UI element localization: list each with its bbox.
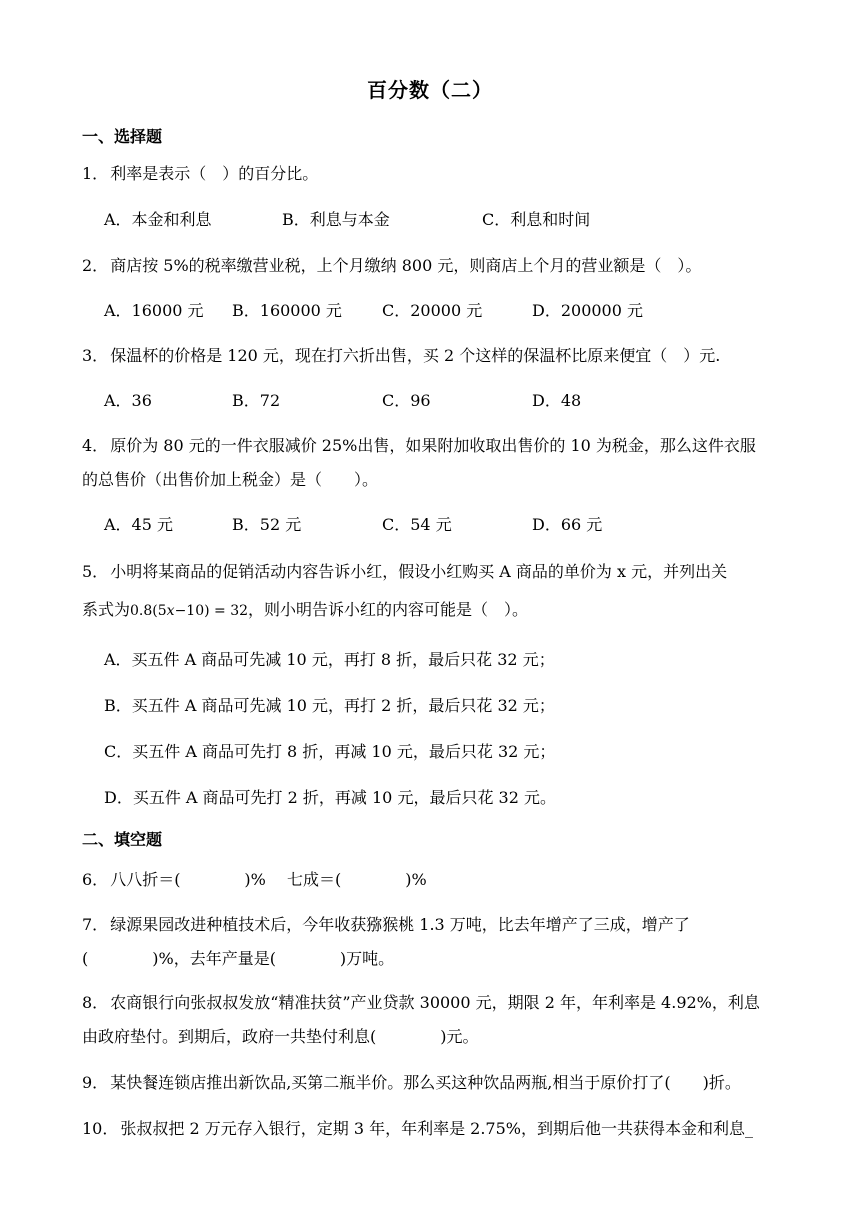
question-text-line-1: 原价为 80 元的一件衣服减价 25%出售，如果附加收取出售价的 10 为税金，那么这件衣服 xyxy=(110,436,756,455)
question-number: 2． xyxy=(82,256,109,275)
question-9 xyxy=(82,1071,782,1095)
question-text-line-1: 小明将某商品的促销活动内容告诉小红，假设小红购买 A 商品的单价为 x 元，并列出关 xyxy=(110,562,728,581)
option-c: C．20000 元 xyxy=(382,301,483,320)
option-a: A．16000 元 xyxy=(104,301,204,320)
question-7 xyxy=(82,913,782,937)
question-5-continued xyxy=(82,598,782,623)
question-number: 8． xyxy=(82,993,109,1012)
option-d: D．200000 元 xyxy=(532,301,643,320)
question-number: 3． xyxy=(82,346,109,365)
question-text-line-1: 农商银行向张叔叔发放“精准扶贫”产业贷款 30000 元，期限 2 年，年利率是 4.92%，利息 xyxy=(110,993,760,1012)
question-text-line-2: 由政府垫付。到期后，政府一共垫付利息( )元。 xyxy=(82,1027,479,1046)
option-b: B．利息与本金 xyxy=(282,210,390,229)
page-title: 百分数（二） xyxy=(367,78,493,102)
question-text: 张叔叔把 2 万元存入银行，定期 3 年，年利率是 2.75%，到期后他一共获得本金和利息_ xyxy=(120,1119,753,1138)
option-d: D．48 xyxy=(532,391,582,410)
question-7-continued xyxy=(82,947,782,971)
option-c: C．96 xyxy=(382,391,431,410)
formula-part: −10) = 32 xyxy=(174,603,249,619)
formula-variable: x xyxy=(166,603,175,619)
question-number: 7． xyxy=(82,915,109,934)
question-text: 保温杯的价格是 120 元，现在打六折出售，买 2 个这样的保温杯比原来便宜（ ）元. xyxy=(110,346,721,365)
question-text: 某快餐连锁店推出新饮品,买第二瓶半价。那么买这种饮品两瓶,相当于原价打了( )折。 xyxy=(110,1073,741,1092)
question-4-continued xyxy=(82,468,782,492)
question-2 xyxy=(82,254,782,278)
question-number: 6． xyxy=(82,870,109,889)
option-a: A．45 元 xyxy=(104,515,174,534)
question-number: 9． xyxy=(82,1073,109,1092)
question-number: 5． xyxy=(82,562,109,581)
question-8 xyxy=(82,991,782,1015)
question-10 xyxy=(82,1117,782,1141)
question-text-line-1: 绿源果园改进种植技术后，今年收获猕猴桃 1.3 万吨，比去年增产了三成，增产了 xyxy=(110,915,690,934)
option-a: A．36 xyxy=(104,391,152,410)
option-c: C．买五件 A 商品可先打 8 折，再减 10 元，最后只花 32 元； xyxy=(104,742,556,761)
question-text-after-formula: ，则小明告诉小红的内容可能是（ ）。 xyxy=(248,600,529,619)
option-d: D．买五件 A 商品可先打 2 折，再减 10 元，最后只花 32 元。 xyxy=(104,788,556,807)
question-6 xyxy=(82,868,782,892)
option-d: D．66 元 xyxy=(532,515,603,534)
section-heading-choice: 一、选择题 xyxy=(82,127,163,146)
option-b: B．160000 元 xyxy=(232,301,342,320)
question-1 xyxy=(82,162,782,186)
question-text-line-2: ( )%，去年产量是( )万吨。 xyxy=(82,949,395,968)
section-heading-fill: 二、填空题 xyxy=(82,830,163,849)
option-b: B．买五件 A 商品可先减 10 元，再打 2 折，最后只花 32 元； xyxy=(104,696,555,715)
question-number: 4． xyxy=(82,436,109,455)
question-text-before-formula: 系式为 xyxy=(82,600,131,619)
question-8-continued xyxy=(82,1025,782,1049)
question-text: 利率是表示（ ）的百分比。 xyxy=(110,164,319,183)
option-a: A．本金和利息 xyxy=(104,210,212,229)
relation-formula xyxy=(130,603,248,619)
formula-part: 0.8(5 xyxy=(130,603,167,619)
question-number: 1． xyxy=(82,164,109,183)
question-4 xyxy=(82,434,782,458)
question-5 xyxy=(82,560,782,584)
option-c: C．利息和时间 xyxy=(482,210,591,229)
option-b: B．52 元 xyxy=(232,515,302,534)
option-b: B．72 xyxy=(232,391,281,410)
question-3 xyxy=(82,344,782,368)
option-a: A．买五件 A 商品可先减 10 元，再打 8 折，最后只花 32 元； xyxy=(104,650,555,669)
question-number: 10． xyxy=(82,1119,119,1138)
question-text: 八八折＝( )% 七成＝( )% xyxy=(110,870,427,889)
option-c: C．54 元 xyxy=(382,515,452,534)
question-text: 商店按 5%的税率缴营业税，上个月缴纳 800 元，则商店上个月的营业额是（ ）。 xyxy=(110,256,702,275)
question-text-line-2: 的总售价（出售价加上税金）是（ ）。 xyxy=(82,470,379,489)
